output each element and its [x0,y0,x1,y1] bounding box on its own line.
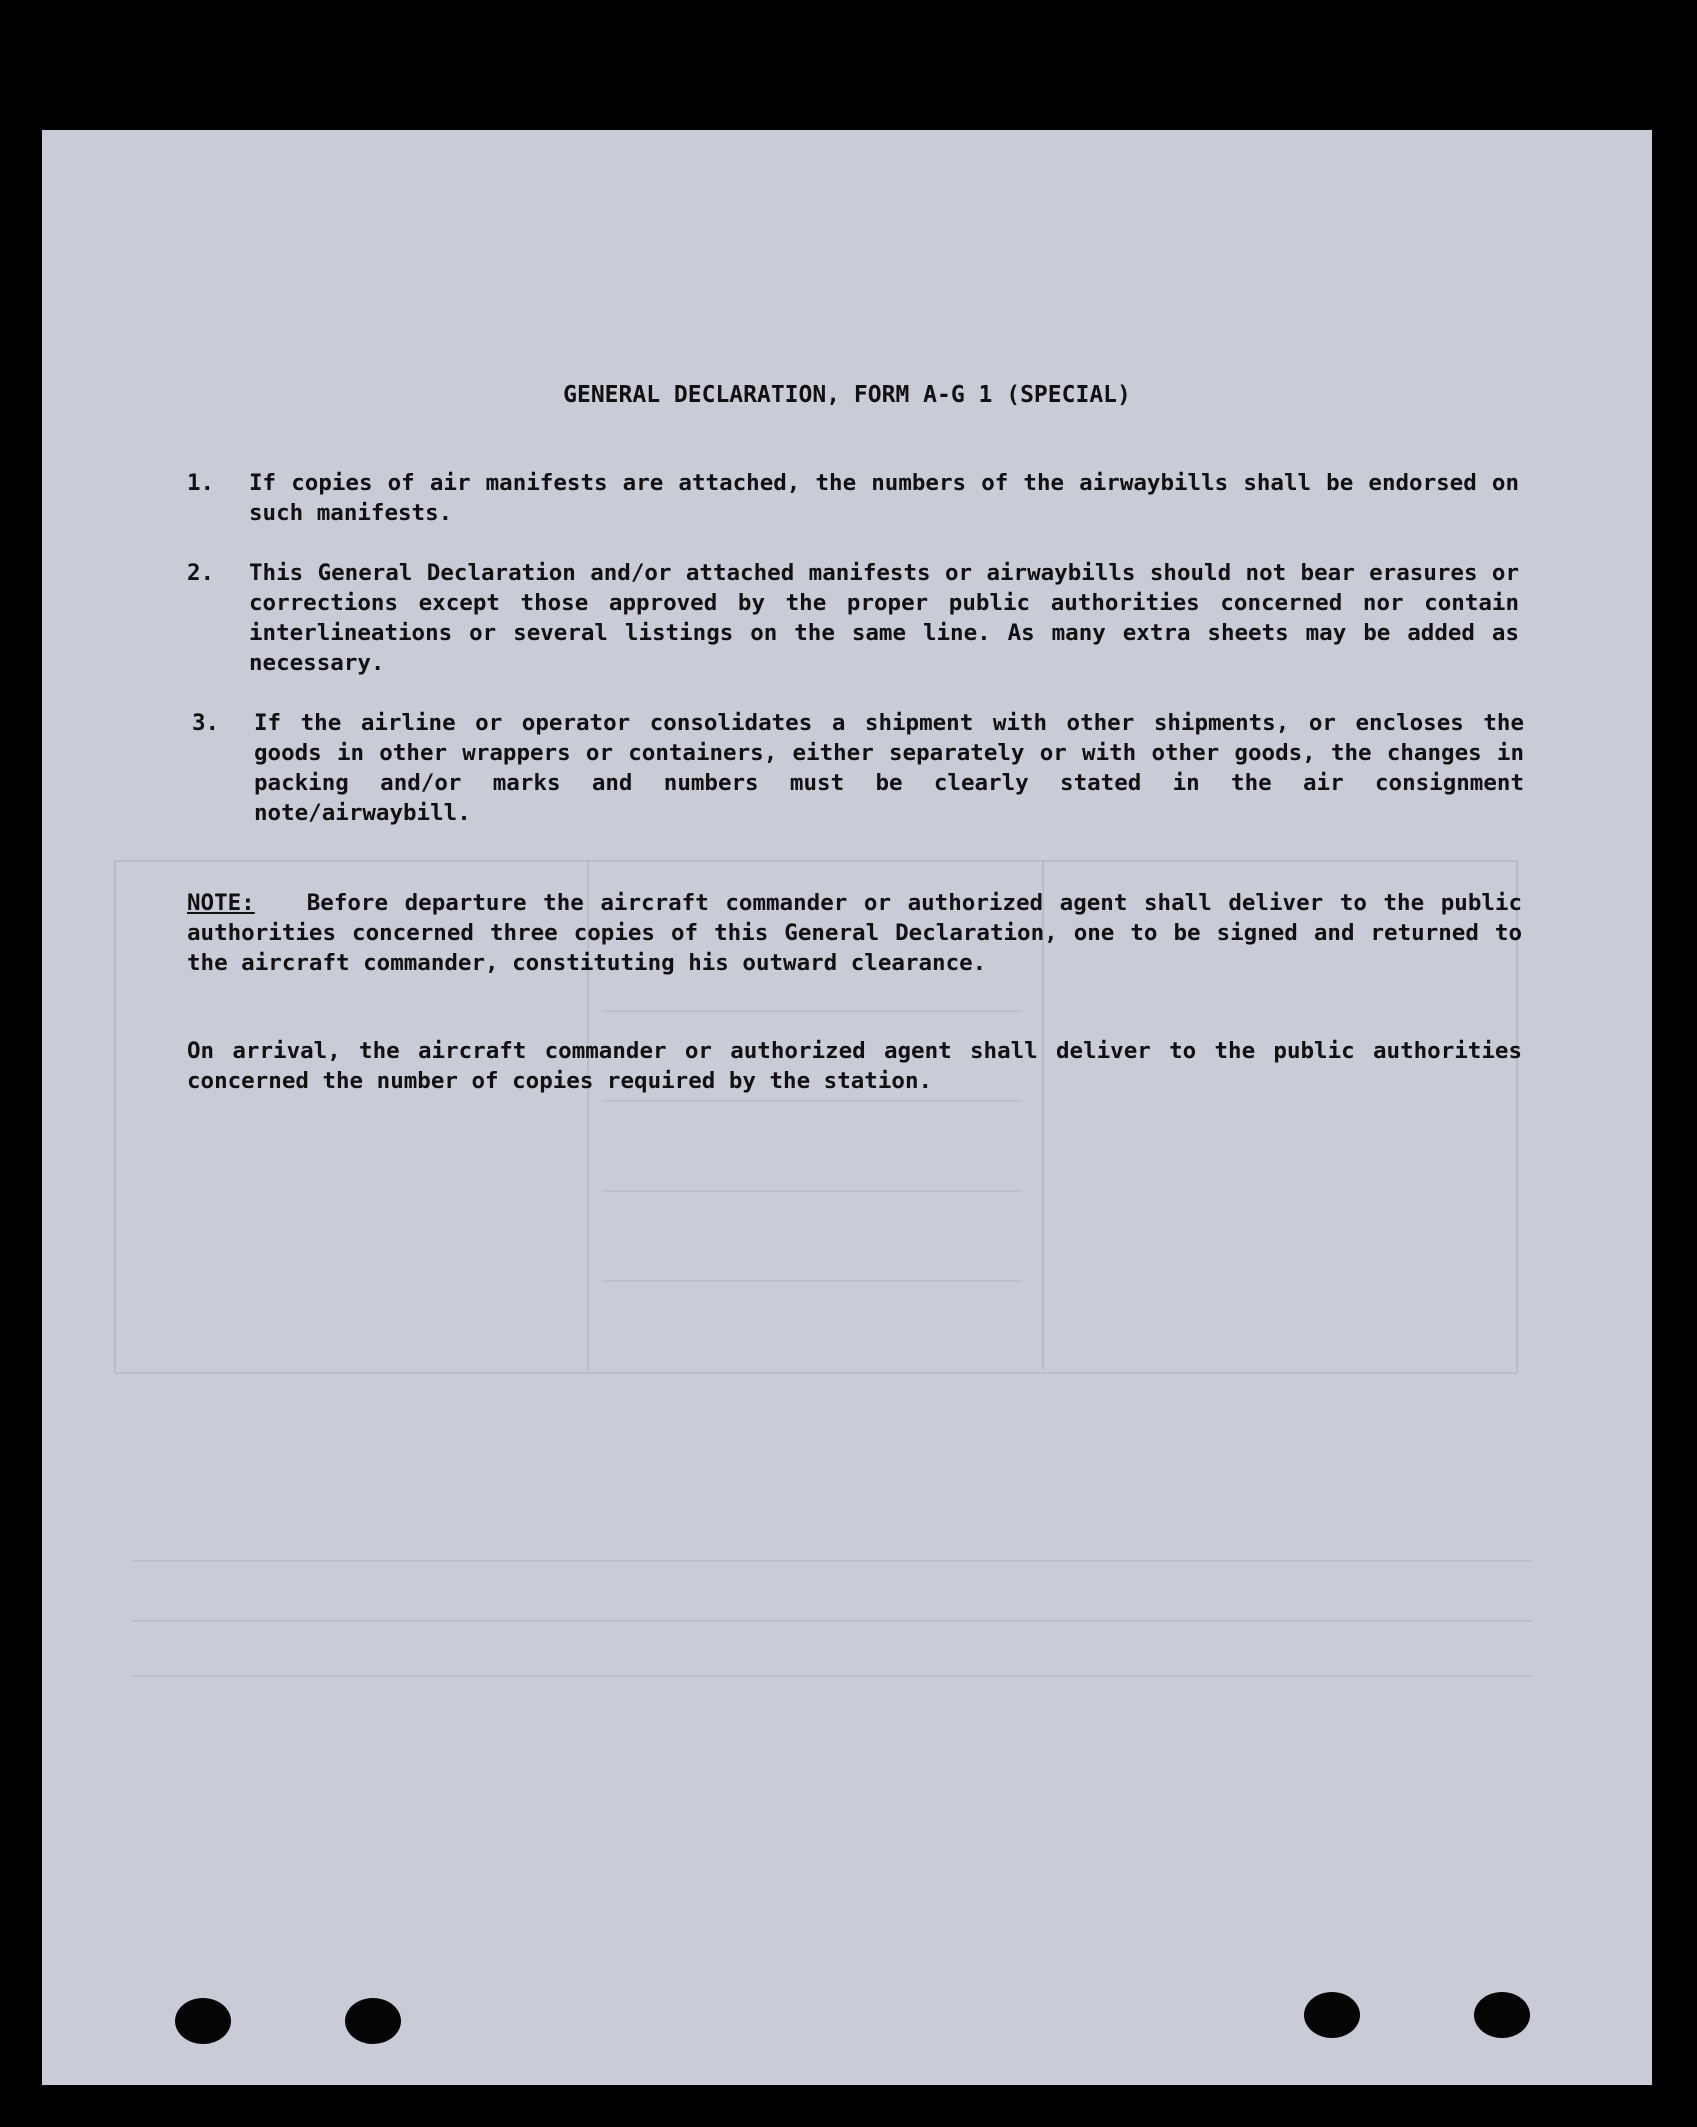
punch-hole [175,1998,231,2044]
arrival-paragraph: On arrival, the aircraft commander or authorized agent shall deliver to the public authorities concerned the number of copies required by the station. [187,1038,1522,1094]
item-text: If the airline or operator consolidates a shipment with other shipments, or encloses the goods in other wrappers or containers, either separately or with other goods, the changes in packing and/or marks and numbers must be clearly stated in the air consignment note/airwaybill. [254,710,1524,826]
note-paragraph [187,888,1522,978]
item-text: This General Declaration and/or attached manifests or airwaybills should not bear erasures or corrections except those approved by the proper public authorities concerned nor contain interlineations or several listings on the same line. As many extra sheets may be added as necessary. [249,560,1519,676]
paper-sheet [42,130,1652,2085]
bleed-through-rule [602,1100,1022,1102]
punch-hole [345,1998,401,2044]
document-title: GENERAL DECLARATION, FORM A-G 1 (SPECIAL) [563,382,1131,408]
item-text: If copies of air manifests are attached, the numbers of the airwaybills shall be endorsed on such manifests. [249,470,1519,526]
punch-hole [1304,1992,1360,2038]
bleed-through-rule [132,1675,1532,1677]
bleed-through-rule [602,1010,1022,1012]
item-number: 1. [187,470,215,496]
bleed-through-rule [132,1620,1532,1622]
item-number: 3. [192,710,220,736]
note-text: Before departure the aircraft commander or authorized agent shall deliver to the public authorities concerned three copies of this General Declaration, one to be signed and returned to the aircraft commander, constituting his outward clearance. [187,890,1522,976]
bleed-through-rule [132,1560,1532,1562]
punch-hole [1474,1992,1530,2038]
bleed-through-rule [602,1190,1022,1192]
bleed-through-rule [602,1280,1022,1282]
item-number: 2. [187,560,215,586]
note-label: NOTE: [187,890,255,916]
